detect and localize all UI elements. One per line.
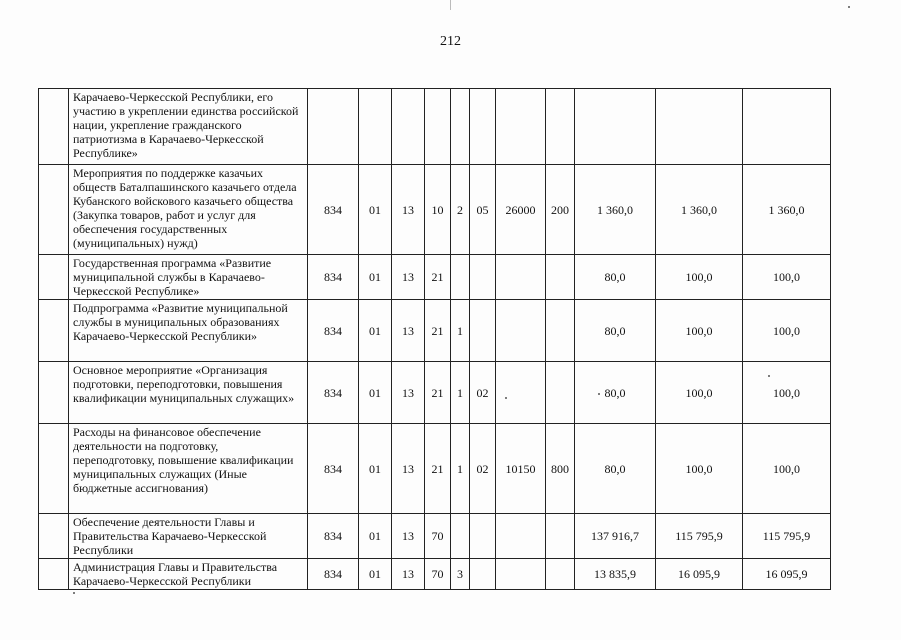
code-or-amount-cell: [451, 89, 470, 165]
code-or-amount-cell: [496, 300, 546, 362]
code-or-amount-cell: [451, 514, 470, 559]
code-or-amount-cell: 13 835,9: [575, 559, 656, 590]
code-or-amount-cell: 80,0: [575, 362, 656, 424]
code-or-amount-cell: 01: [359, 165, 392, 255]
code-or-amount-cell: 16 095,9: [656, 559, 743, 590]
item-name-cell: Мероприятия по поддержке казачьих обществ Баталпашинского казачьего отдела Кубанского войскового казачьего общества (Закупка товаров, работ и услуг для обеспечения государственных (муниципальных) нужд): [69, 165, 308, 255]
code-or-amount-cell: [496, 255, 546, 300]
code-or-amount-cell: 100,0: [743, 255, 831, 300]
code-or-amount-cell: 800: [546, 424, 575, 514]
item-name-cell: Подпрограмма «Развитие муниципальной службы в муниципальных образованиях Карачаево-Черкесской Республики»: [69, 300, 308, 362]
row-index-cell: [39, 255, 69, 300]
code-or-amount-cell: [470, 255, 496, 300]
code-or-amount-cell: 01: [359, 255, 392, 300]
code-or-amount-cell: 10: [425, 165, 451, 255]
code-or-amount-cell: 02: [470, 362, 496, 424]
code-or-amount-cell: 100,0: [743, 300, 831, 362]
code-or-amount-cell: [308, 89, 359, 165]
code-or-amount-cell: 100,0: [743, 424, 831, 514]
code-or-amount-cell: 834: [308, 165, 359, 255]
row-index-cell: [39, 362, 69, 424]
table-row: [39, 514, 831, 559]
code-or-amount-cell: [470, 514, 496, 559]
code-or-amount-cell: 13: [392, 559, 425, 590]
row-index-cell: [39, 89, 69, 165]
row-index-cell: [39, 559, 69, 590]
item-name-cell: Администрация Главы и Правительства Карачаево-Черкесской Республики: [69, 559, 308, 590]
code-or-amount-cell: 1: [451, 362, 470, 424]
code-or-amount-cell: 834: [308, 424, 359, 514]
code-or-amount-cell: 115 795,9: [743, 514, 831, 559]
code-or-amount-cell: [546, 559, 575, 590]
code-or-amount-cell: 200: [546, 165, 575, 255]
item-name-cell: Расходы на финансовое обеспечение деятельности на подготовку, переподготовку, повышение квалификации муниципальных служащих (Иные бюджетные ассигнования): [69, 424, 308, 514]
code-or-amount-cell: [575, 89, 656, 165]
code-or-amount-cell: 16 095,9: [743, 559, 831, 590]
code-or-amount-cell: 13: [392, 255, 425, 300]
scan-edge-line: [450, 0, 451, 10]
code-or-amount-cell: 100,0: [656, 424, 743, 514]
scan-speck: [73, 592, 75, 594]
code-or-amount-cell: [656, 89, 743, 165]
code-or-amount-cell: [546, 89, 575, 165]
table-row: [39, 424, 831, 514]
table-row: [39, 362, 831, 424]
scan-speck: [505, 397, 507, 399]
code-or-amount-cell: [470, 300, 496, 362]
code-or-amount-cell: [496, 559, 546, 590]
code-or-amount-cell: [359, 89, 392, 165]
scan-speck: [598, 393, 600, 395]
code-or-amount-cell: 01: [359, 514, 392, 559]
code-or-amount-cell: 01: [359, 559, 392, 590]
row-index-cell: [39, 514, 69, 559]
code-or-amount-cell: [496, 362, 546, 424]
code-or-amount-cell: 70: [425, 559, 451, 590]
row-index-cell: [39, 424, 69, 514]
code-or-amount-cell: [546, 514, 575, 559]
code-or-amount-cell: 13: [392, 514, 425, 559]
code-or-amount-cell: [546, 300, 575, 362]
table-row: [39, 89, 831, 165]
code-or-amount-cell: 01: [359, 300, 392, 362]
code-or-amount-cell: 10150: [496, 424, 546, 514]
code-or-amount-cell: 3: [451, 559, 470, 590]
code-or-amount-cell: [496, 89, 546, 165]
item-name-cell: Государственная программа «Развитие муниципальной службы в Карачаево-Черкесской Республике»: [69, 255, 308, 300]
item-name-cell: Обеспечение деятельности Главы и Правительства Карачаево-Черкесской Республики: [69, 514, 308, 559]
code-or-amount-cell: 21: [425, 424, 451, 514]
code-or-amount-cell: [451, 255, 470, 300]
code-or-amount-cell: 1 360,0: [656, 165, 743, 255]
table-row: [39, 165, 831, 255]
code-or-amount-cell: 1: [451, 424, 470, 514]
code-or-amount-cell: [425, 89, 451, 165]
code-or-amount-cell: 1: [451, 300, 470, 362]
code-or-amount-cell: 834: [308, 362, 359, 424]
table-row: [39, 255, 831, 300]
code-or-amount-cell: 834: [308, 514, 359, 559]
code-or-amount-cell: 80,0: [575, 424, 656, 514]
code-or-amount-cell: 02: [470, 424, 496, 514]
table-row: [39, 300, 831, 362]
code-or-amount-cell: 80,0: [575, 255, 656, 300]
code-or-amount-cell: 01: [359, 424, 392, 514]
budget-table: [38, 88, 831, 590]
page-number: 212: [440, 34, 461, 49]
code-or-amount-cell: 26000: [496, 165, 546, 255]
scan-speck: [848, 6, 850, 8]
code-or-amount-cell: 70: [425, 514, 451, 559]
code-or-amount-cell: 80,0: [575, 300, 656, 362]
code-or-amount-cell: 2: [451, 165, 470, 255]
code-or-amount-cell: [496, 514, 546, 559]
code-or-amount-cell: [546, 362, 575, 424]
code-or-amount-cell: 05: [470, 165, 496, 255]
code-or-amount-cell: 100,0: [656, 300, 743, 362]
code-or-amount-cell: 100,0: [743, 362, 831, 424]
code-or-amount-cell: 1 360,0: [743, 165, 831, 255]
code-or-amount-cell: [546, 255, 575, 300]
code-or-amount-cell: 13: [392, 424, 425, 514]
item-name-cell: Карачаево-Черкесской Республики, его участию в укреплении единства российской нации, укрепление гражданского патриотизма в Карачаево-Черкесской Республике»: [69, 89, 308, 165]
item-name-cell: Основное мероприятие «Организация подготовки, переподготовки, повышения квалификации муниципальных служащих»: [69, 362, 308, 424]
scan-speck: [768, 375, 770, 377]
code-or-amount-cell: [743, 89, 831, 165]
code-or-amount-cell: 13: [392, 300, 425, 362]
code-or-amount-cell: [470, 89, 496, 165]
code-or-amount-cell: 13: [392, 362, 425, 424]
code-or-amount-cell: 13: [392, 165, 425, 255]
code-or-amount-cell: [470, 559, 496, 590]
code-or-amount-cell: 21: [425, 300, 451, 362]
code-or-amount-cell: 21: [425, 255, 451, 300]
code-or-amount-cell: 834: [308, 300, 359, 362]
code-or-amount-cell: 100,0: [656, 255, 743, 300]
code-or-amount-cell: 1 360,0: [575, 165, 656, 255]
code-or-amount-cell: [392, 89, 425, 165]
code-or-amount-cell: 01: [359, 362, 392, 424]
code-or-amount-cell: 834: [308, 559, 359, 590]
row-index-cell: [39, 300, 69, 362]
code-or-amount-cell: 21: [425, 362, 451, 424]
table-row: [39, 559, 831, 590]
code-or-amount-cell: 137 916,7: [575, 514, 656, 559]
code-or-amount-cell: 115 795,9: [656, 514, 743, 559]
row-index-cell: [39, 165, 69, 255]
code-or-amount-cell: 834: [308, 255, 359, 300]
code-or-amount-cell: 100,0: [656, 362, 743, 424]
